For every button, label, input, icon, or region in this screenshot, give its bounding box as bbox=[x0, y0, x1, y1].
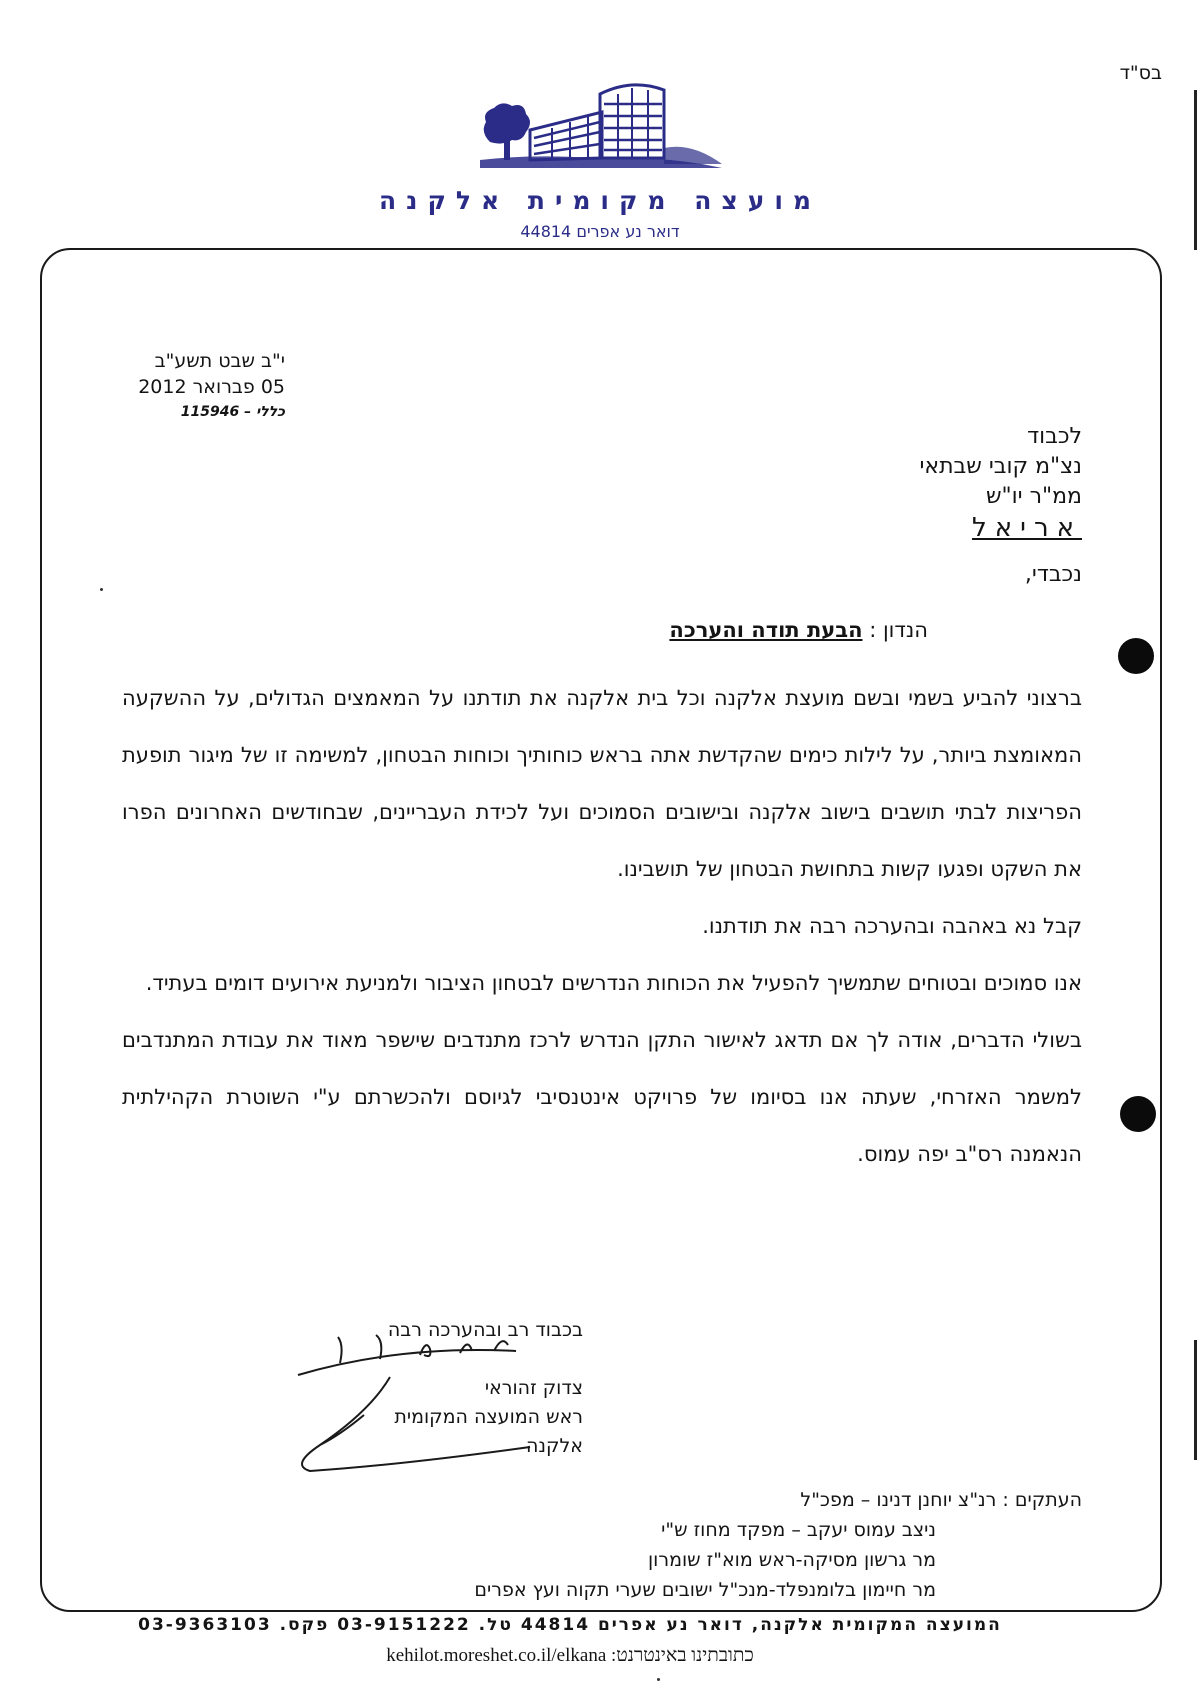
addressee-block bbox=[562, 422, 1082, 544]
footer-web-label: כתובתינו באינטרנט: bbox=[611, 1645, 754, 1666]
body-paragraph-1: ברצוני להביע בשמי ובשם מועצת אלקנה וכל בית אלקנה את תודתנו על המאמצים הגדולים, על ההשקעה המאומצת ביותר, על לילות כימים שהקדשת אתה בראש כוחותיך וכוחות הבטחון, למשימה זו של מיגור תופעת הפריצות לבתי תושבים בישוב אלקנה ובישובים הסמוכים ועל לכידת העבריינים, שבחודשים האחרונים הפרו את השקט ופגעו קשות בתחושת הבטחון של תושבינו. bbox=[122, 686, 1082, 881]
scan-speck bbox=[657, 1678, 660, 1681]
signer-place: אלקנה bbox=[526, 1435, 583, 1457]
body-paragraph-2: קבל נא באהבה ובהערכה רבה את תודתנו. bbox=[702, 914, 1082, 938]
council-logo bbox=[472, 72, 734, 182]
hebrew-date: י"ב שבט תשע"ב bbox=[154, 350, 285, 372]
top-mark: בס"ד bbox=[1119, 62, 1162, 84]
addressee-role: ממ"ר יו"ש bbox=[985, 484, 1082, 509]
signer-name: צדוק זהוראי bbox=[484, 1377, 583, 1399]
closing-regards: בכבוד רב ובהערכה רבה bbox=[387, 1319, 583, 1341]
copies-block bbox=[182, 1485, 1082, 1605]
wall-icon bbox=[530, 112, 602, 160]
footer-web bbox=[200, 1645, 940, 1667]
council-name: מועצה מקומית אלקנה bbox=[378, 186, 822, 215]
reference-number: כללי – 115946 bbox=[180, 404, 285, 420]
subject-line bbox=[669, 618, 928, 642]
copies-line-3: מר גרשון מסיקה-ראש מוא"ז שומרון bbox=[648, 1549, 936, 1571]
footer-contact: המועצה המקומית אלקנה, דואר נע אפרים 44814 טל. 03-9151222 פקס. 03-9363103 bbox=[138, 1615, 1002, 1635]
letter-body bbox=[122, 670, 1082, 1183]
scan-edge-mark bbox=[1194, 1340, 1197, 1460]
addressee-name: נצ"מ קובי שבתאי bbox=[919, 454, 1082, 479]
body-paragraph-3: אנו סמוכים ובטוחים שתמשיך להפעיל את הכוחות הנדרשים לבטחון הציבור ולמניעת אירועים דומים בעתיד. bbox=[145, 971, 1082, 995]
punch-hole bbox=[1118, 638, 1154, 674]
scan-edge-mark bbox=[1194, 90, 1197, 250]
council-address: דואר נע אפרים 44814 bbox=[520, 222, 680, 241]
footer-web-url[interactable]: kehilot.moreshet.co.il/elkana bbox=[386, 1645, 607, 1666]
tower-icon bbox=[600, 85, 664, 158]
gregorian-date: 05 פברואר 2012 bbox=[138, 376, 285, 398]
copies-line-1: העתקים : רנ"צ יוחנן דנינו – מפכ"ל bbox=[800, 1489, 1082, 1511]
tree-icon bbox=[484, 103, 530, 160]
scan-speck bbox=[100, 588, 103, 591]
subject-label: הנדון : bbox=[869, 618, 928, 642]
copies-line-2: ניצב עמוס יעקב – מפקד מחוז ש"י bbox=[661, 1519, 936, 1541]
subject-title: הבעת תודה והערכה bbox=[669, 618, 863, 642]
punch-hole bbox=[1120, 1096, 1156, 1132]
signer-title: ראש המועצה המקומית bbox=[394, 1406, 583, 1428]
addressee-city: אריאל bbox=[971, 513, 1082, 543]
salutation: נכבדי, bbox=[1024, 562, 1082, 587]
body-paragraph-4: בשולי הדברים, אודה לך אם תדאג לאישור התקן הנדרש לרכז מתנדבים שישפר מאוד את עבודת המתנדבים למשמר האזרחי, שעתה אנו בסיומו של פרויקט אינטנסיבי לגיוסם ולהכשרתם ע"י השוטרת הקהילתית הנאמנה רס"ב יפה עמוס. bbox=[122, 1028, 1082, 1166]
copies-line-4: מר חיימון בלומנפלד-מנכ"ל ישובים שערי תקוה ועץ אפרים bbox=[474, 1579, 936, 1601]
addressee-greeting: לכבוד bbox=[1027, 424, 1082, 449]
date-block bbox=[100, 348, 285, 424]
closing-block bbox=[183, 1316, 583, 1461]
